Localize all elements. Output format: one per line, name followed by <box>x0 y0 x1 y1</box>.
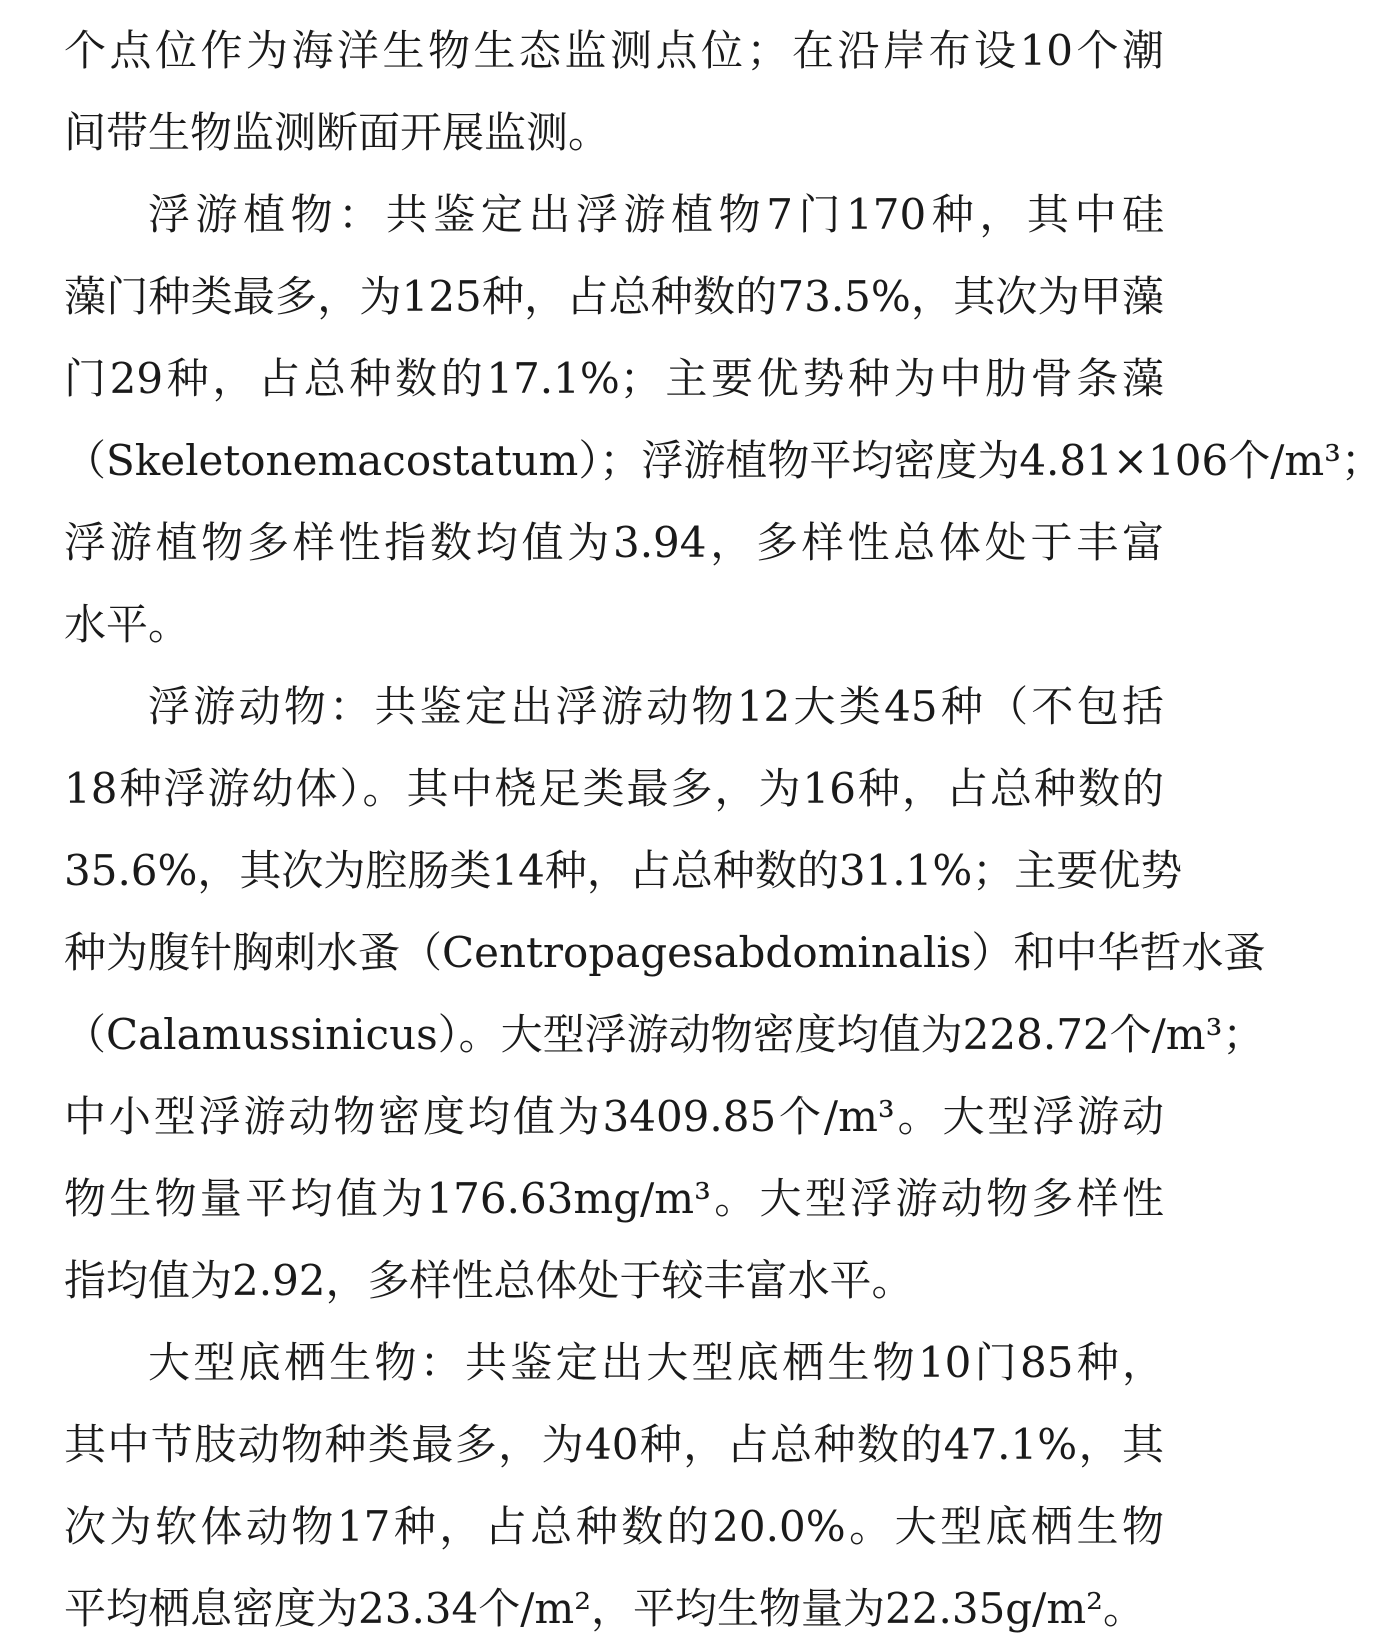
text-line: 浮游植物多样性指数均值为3.94，多样性总体处于丰富 <box>64 518 1164 567</box>
text-line: 指均值为2.92，多样性总体处于较丰富水平。 <box>64 1256 914 1305</box>
document-page <box>64 10 1383 1650</box>
text-line: 中小型浮游动物密度均值为3409.85个/m³。大型浮游动 <box>64 1092 1164 1141</box>
text-line: 18种浮游幼体）。其中桡足类最多，为16种，占总种数的 <box>64 764 1164 813</box>
text-line: （Skeletonemacostatum）；浮游植物平均密度为4.81×106个/m³； <box>64 436 1383 485</box>
text-line: 门29种，占总种数的17.1%；主要优势种为中肋骨条藻 <box>64 354 1164 403</box>
text-line: 物生物量平均值为176.63mg/m³。大型浮游动物多样性 <box>64 1174 1164 1223</box>
text-line: 水平。 <box>64 600 191 649</box>
text-line: 平均栖息密度为23.34个/m²，平均生物量为22.35g/m²。 <box>64 1584 1145 1633</box>
text-line: 其中节肢动物种类最多，为40种，占总种数的47.1%，其 <box>64 1420 1164 1469</box>
text-line: 大型底栖生物：共鉴定出大型底栖生物10门85种， <box>148 1338 1164 1387</box>
text-line: 浮游植物：共鉴定出浮游植物7门170种，其中硅 <box>148 190 1164 239</box>
paragraph-macrobenthos <box>64 1322 1164 1650</box>
text-line: 种为腹针胸刺水蚤（Centropagesabdominalis）和中华哲水蚤 <box>64 928 1266 977</box>
text-line: 35.6%，其次为腔肠类14种，占总种数的31.1%；主要优势 <box>64 846 1183 895</box>
text-line: 间带生物监测断面开展监测。 <box>64 108 611 157</box>
text-line: 个点位作为海洋生物生态监测点位；在沿岸布设10个潮 <box>64 26 1164 75</box>
text-line: 藻门种类最多，为125种，占总种数的73.5%，其次为甲藻 <box>64 272 1164 321</box>
paragraph-zooplankton <box>64 666 1266 1322</box>
paragraph-phytoplankton <box>64 174 1383 666</box>
text-line: （Calamussinicus）。大型浮游动物密度均值为228.72个/m³； <box>64 1010 1265 1059</box>
text-line: 次为软体动物17种，占总种数的20.0%。大型底栖生物 <box>64 1502 1164 1551</box>
paragraph-monitoring-stations <box>64 10 1164 174</box>
text-line: 浮游动物：共鉴定出浮游动物12大类45种（不包括 <box>148 682 1164 731</box>
